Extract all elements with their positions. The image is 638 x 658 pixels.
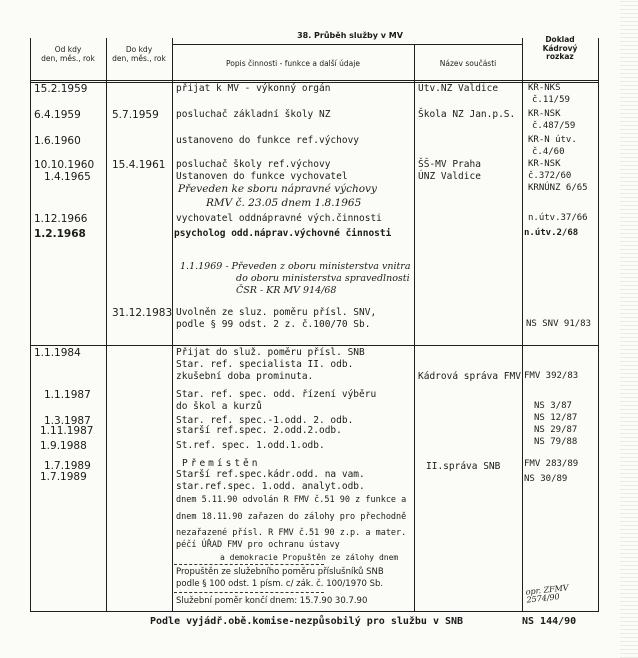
row-activity: St.ref. spec. 1.odd.1.odb.: [176, 440, 325, 451]
row-activity: starší ref.spec. 2.odd.2.odb.: [176, 425, 342, 436]
row-activity: posluchač základní školy NZ: [176, 109, 331, 120]
footer-doc: NS 144/90: [522, 616, 577, 627]
table-right-border: [598, 38, 599, 612]
row-activity: do škol a kurzů: [176, 401, 262, 412]
row-from: 1.7.1989: [44, 460, 91, 472]
row-unit: II.správa SNB: [426, 461, 501, 472]
row-activity-handwritten: ČSR - KR MV 914/68: [236, 285, 337, 296]
column-divider-to: [172, 38, 173, 612]
section-title-underline: [172, 44, 522, 45]
row-activity: posluchač školy ref.výchovy: [176, 159, 331, 170]
footer-text: Podle vyjádř.obě.komise-nezpůsobilý pro službu v SNB: [150, 616, 464, 627]
row-doc: NS 30/89: [524, 474, 568, 484]
row-activity: Ustanoven do funkce vychovatel: [176, 171, 348, 182]
row-from: 15.2.1959: [34, 83, 88, 95]
row-unit: Škola NZ Jan.p.S.: [418, 109, 516, 120]
section-separator: [30, 345, 598, 346]
column-divider-unit: [522, 38, 523, 612]
row-doc: KR-NKS: [528, 83, 561, 93]
row-from: 6.4.1959: [34, 109, 81, 121]
row-doc: NS SNV 91/83: [526, 319, 592, 329]
row-from: 10.10.1960: [34, 159, 95, 171]
row-activity: Star. ref. spec. odd. řízení výběru: [176, 389, 377, 400]
row-activity: podle § 99 odst. 2 z. č.100/70 Sb.: [176, 319, 371, 330]
row-activity-handwritten: Převeden ke sboru nápravné výchovy: [178, 183, 377, 195]
row-doc: FMV 283/89: [524, 459, 579, 469]
row-activity: dnem 5.11.90 odvolán R FMV č.51 90 z funkce a: [176, 495, 407, 505]
row-from: 1.1.1984: [34, 347, 81, 359]
stamp-divider: [174, 564, 324, 565]
section-title: 38. Průběh služby v MV: [297, 31, 403, 40]
service-end-line: Služební poměr končí dnem: 15.7.90 30.7.90: [176, 596, 368, 606]
row-doc: č.372/60: [528, 171, 572, 181]
row-from: 1.12.1966: [34, 213, 88, 225]
row-activity: a demokracie Propuštěn ze zálohy dnem: [220, 553, 399, 562]
header-bottom-border: [30, 80, 598, 81]
row-activity: nezařazené přísl. R FMV č.51 90 z.p. a mater.: [176, 528, 407, 538]
row-to: 5.7.1959: [112, 109, 159, 121]
row-activity: vychovatel oddnápravné vých.činnosti: [176, 213, 382, 224]
row-from: 1.11.1987: [40, 425, 94, 437]
handwritten-correction: opr. ZFMV 2574/90: [525, 583, 570, 605]
header-document: Doklad Kádrový rozkaz: [542, 35, 578, 62]
row-from: 1.2.1968: [34, 228, 86, 240]
row-doc: NS 79/88: [534, 437, 578, 447]
row-activity: přijat k MV - výkonný orgán: [176, 83, 331, 94]
row-activity: Přemístěn: [182, 458, 261, 469]
row-from: 1.7.1989: [40, 471, 87, 483]
row-to: 15.4.1961: [112, 159, 166, 171]
row-doc: NS 3/87: [534, 401, 572, 411]
row-activity: Star. ref. specialista II. odb.: [176, 359, 354, 370]
row-activity: star.ref.spec. 1.odd. analyt.odb.: [176, 481, 365, 492]
row-activity: zkušební doba prominuta.: [176, 371, 314, 382]
row-doc: č.487/59: [532, 121, 576, 131]
row-doc: KR-N útv.: [528, 135, 577, 145]
row-unit: Útv.NZ Valdice: [418, 83, 499, 94]
stamp-line: Propuštěn ze služebního poměru příslušníků SNB: [176, 567, 384, 577]
row-activity-handwritten: RMV č. 23.05 dnem 1.8.1965: [206, 197, 362, 209]
row-doc: KR-NSK: [528, 109, 561, 119]
row-activity: Star. ref. spec.-1.odd. 2. odb.: [176, 415, 354, 426]
row-doc: n.útv.37/66: [528, 213, 588, 223]
row-activity: ustanoveno do funkce ref.výchovy: [176, 135, 360, 146]
column-divider-activity: [414, 44, 415, 612]
table-left-border: [30, 38, 31, 612]
row-doc: FMV 392/83: [524, 371, 579, 381]
table-bottom-border: [30, 611, 598, 612]
header-unit: Název součásti: [439, 59, 497, 68]
row-from: 1.6.1960: [34, 135, 81, 147]
row-activity: péčí ÚŘAD FMV pro ochranu ústavy: [176, 540, 340, 550]
row-unit: Kádrová správa FMV: [418, 371, 521, 382]
row-from: 1.3.1987: [44, 415, 91, 427]
row-activity: Starší ref.spec.kádr.odd. na vam.: [176, 469, 365, 480]
header-to: Do kdy den, měs., rok: [112, 45, 166, 63]
column-divider-from: [106, 38, 107, 612]
row-doc: NS 12/87: [534, 413, 578, 423]
row-unit: ŠŠ-MV Praha: [418, 159, 481, 170]
row-doc: KRNÚNZ 6/65: [528, 183, 588, 193]
row-doc: č.11/59: [532, 95, 570, 105]
row-activity: Přijat do služ. poměru přísl. SNB: [176, 347, 365, 358]
scan-edge-noise: [620, 0, 638, 658]
row-to: 31.12.1983: [112, 307, 173, 319]
row-activity-handwritten: do oboru ministerstva spravedlnosti: [236, 273, 410, 284]
row-from: 1.1.1987: [44, 389, 91, 401]
stamp-divider: [174, 592, 324, 593]
row-doc: n.útv.2/68: [524, 228, 579, 238]
header-from: Od kdy den, měs., rok: [41, 45, 95, 63]
row-activity: Uvolněn ze sluz. poměru přísl. SNV,: [176, 307, 377, 318]
row-doc: NS 29/87: [534, 425, 578, 435]
row-activity-handwritten: 1.1.1969 - Převeden z oboru ministerstva vnitra: [180, 261, 411, 272]
row-doc: KR-NSK: [528, 159, 561, 169]
header-activity: Popis činnosti - funkce a další údaje: [226, 59, 360, 68]
row-from: 1.4.1965: [44, 171, 91, 183]
row-unit: ÚNZ Valdice: [418, 171, 481, 182]
stamp-line: podle § 100 odst. 1 písm. c/ zák. č. 100/1970 Sb.: [176, 579, 384, 589]
row-doc: č.4/60: [532, 147, 565, 157]
row-activity: psycholog odd.náprav.výchovné činnosti: [174, 228, 392, 239]
row-activity: dnem 18.11.90 zařazen do zálohy pro přechodně: [176, 512, 407, 522]
row-from: 1.9.1988: [40, 440, 87, 452]
